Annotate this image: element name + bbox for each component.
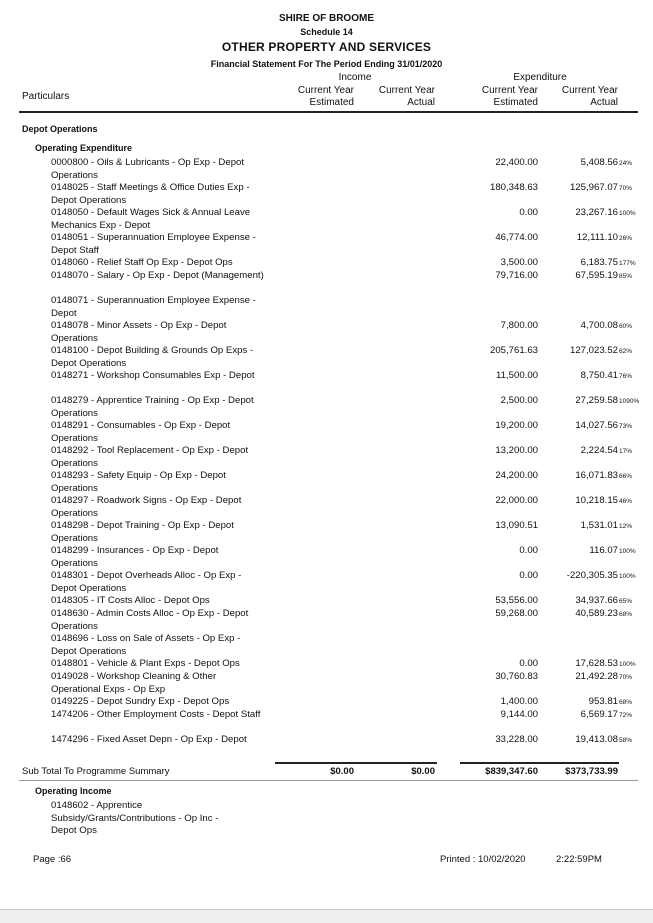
row-actual: 10,218.15 bbox=[575, 495, 618, 506]
row-actual: 67,595.19 bbox=[575, 270, 618, 281]
schedule-label: Schedule 14 bbox=[300, 27, 353, 37]
table-row bbox=[0, 570, 653, 596]
table-row bbox=[0, 232, 653, 258]
row-estimated: 7,800.00 bbox=[500, 320, 538, 331]
row-description: 0148301 - Depot Overheads Alloc - Op Exp - Depot Operations bbox=[51, 570, 242, 594]
row-actual: 16,071.83 bbox=[575, 470, 618, 481]
report-subtitle: Financial Statement For The Period Ending 31/01/2020 bbox=[210, 59, 443, 69]
row-description: 1474206 - Other Employment Costs - Depot Staff bbox=[51, 709, 261, 720]
table-row bbox=[0, 320, 653, 346]
income-group-header: Income bbox=[338, 72, 372, 83]
row-description: 0148071 - Superannuation Employee Expense - Depot bbox=[51, 295, 256, 319]
row-actual: 125,967.07 bbox=[569, 182, 618, 193]
row-percent: 177% bbox=[619, 260, 636, 267]
row-estimated: 46,774.00 bbox=[495, 232, 538, 243]
row-estimated: 53,556.00 bbox=[495, 595, 538, 606]
row-description: 0148801 - Vehicle & Plant Exps - Depot Ops bbox=[51, 658, 240, 669]
table-row bbox=[0, 270, 653, 296]
subtotal-rule bbox=[19, 780, 638, 781]
row-percent: 100% bbox=[619, 573, 636, 580]
row-description: 0148070 - Salary - Op Exp - Depot (Management) bbox=[51, 270, 264, 281]
row-actual: 40,589.23 bbox=[575, 608, 618, 619]
row-actual: 2,224.54 bbox=[580, 445, 618, 456]
table-row bbox=[0, 157, 653, 183]
table-row bbox=[0, 295, 653, 321]
expenditure-heading: Operating Expenditure bbox=[35, 143, 133, 153]
row-percent: 65% bbox=[619, 598, 633, 605]
row-description: 0148078 - Minor Assets - Op Exp - Depot Operations bbox=[51, 320, 227, 344]
row-description: 0149028 - Workshop Cleaning & Other Operational Exps - Op Exp bbox=[51, 671, 217, 695]
row-actual: 953.81 bbox=[588, 696, 618, 707]
printed-time: 2:22:59PM bbox=[556, 854, 602, 865]
row-description: 0148291 - Consumables - Op Exp - Depot Operations bbox=[51, 420, 231, 444]
table-row bbox=[0, 445, 653, 471]
row-description: 0148293 - Safety Equip - Op Exp - Depot Operations bbox=[51, 470, 226, 494]
row-actual: 27,259.58 bbox=[575, 395, 618, 406]
row-percent: 100% bbox=[619, 210, 636, 217]
row-estimated: 79,716.00 bbox=[495, 270, 538, 281]
row-description: 0148696 - Loss on Sale of Assets - Op Exp - Depot Operations bbox=[51, 633, 241, 657]
row-description: 0148271 - Workshop Consumables Exp - Depot bbox=[51, 370, 255, 381]
row-description: 0148025 - Staff Meetings & Office Duties Exp - Depot Operations bbox=[51, 182, 250, 206]
row-actual: 21,492.28 bbox=[575, 671, 618, 682]
row-actual: 17,628.53 bbox=[575, 658, 618, 669]
income-heading: Operating Income bbox=[35, 786, 112, 796]
row-estimated: 24,200.00 bbox=[495, 470, 538, 481]
org-name: SHIRE OF BROOME bbox=[278, 13, 374, 24]
row-description: 0148630 - Admin Costs Alloc - Op Exp - Depot Operations bbox=[51, 608, 249, 632]
row-estimated: 19,200.00 bbox=[495, 420, 538, 431]
row-actual: 6,183.75 bbox=[580, 257, 618, 268]
row-percent: 24% bbox=[619, 160, 633, 167]
row-estimated: 11,500.00 bbox=[496, 370, 538, 381]
row-description: 0148279 - Apprentice Training - Op Exp - Depot Operations bbox=[51, 395, 254, 419]
row-description: 0148298 - Depot Training - Op Exp - Depot Operations bbox=[51, 520, 234, 544]
row-percent: 1090% bbox=[619, 398, 640, 405]
expenditure-subtotal-rule bbox=[460, 762, 619, 764]
row-description: 0148299 - Insurances - Op Exp - Depot Operations bbox=[51, 545, 219, 569]
row-description: 0148050 - Default Wages Sick & Annual Leave Mechanics Exp - Depot bbox=[51, 207, 251, 231]
row-percent: 60% bbox=[619, 323, 633, 330]
table-row bbox=[0, 345, 653, 371]
row-estimated: 22,400.00 bbox=[495, 157, 538, 168]
row-description: 0148051 - Superannuation Employee Expense - Depot Staff bbox=[51, 232, 256, 256]
table-row bbox=[0, 545, 653, 571]
expenditure-actual-header: Current Year Actual bbox=[561, 85, 618, 108]
row-percent: 72% bbox=[619, 712, 633, 719]
row-percent: 85% bbox=[619, 273, 633, 280]
row-percent: 70% bbox=[619, 674, 633, 681]
table-row bbox=[0, 420, 653, 446]
table-row bbox=[0, 734, 653, 760]
row-actual: 34,937.66 bbox=[575, 595, 618, 606]
row-estimated: 0.00 bbox=[519, 207, 538, 218]
row-actual: 12,111.10 bbox=[576, 232, 618, 243]
header-rule bbox=[19, 111, 638, 113]
income-estimated-header: Current Year Estimated bbox=[297, 85, 354, 108]
row-actual: 23,267.16 bbox=[575, 207, 618, 218]
expenditure-estimated-header: Current Year Estimated bbox=[481, 85, 538, 108]
row-percent: 73% bbox=[619, 423, 633, 430]
table-row bbox=[0, 182, 653, 208]
row-description: 0148292 - Tool Replacement - Op Exp - Depot Operations bbox=[51, 445, 249, 469]
row-actual: 14,027.56 bbox=[575, 420, 618, 431]
row-estimated: 205,761.63 bbox=[489, 345, 538, 356]
row-actual: 8,750.41 bbox=[580, 370, 618, 381]
row-description: 0148060 - Relief Staff Op Exp - Depot Ops bbox=[51, 257, 233, 268]
row-estimated: 0.00 bbox=[519, 658, 538, 669]
row-actual: 116.07 bbox=[589, 545, 618, 556]
row-percent: 58% bbox=[619, 737, 633, 744]
row-actual: 5,408.56 bbox=[580, 157, 618, 168]
row-estimated: 33,228.00 bbox=[495, 734, 538, 745]
table-row bbox=[0, 671, 653, 697]
income-actual-header: Current Year Actual bbox=[378, 85, 435, 108]
viewer-bottom-bar bbox=[0, 909, 653, 923]
expenditure-group-header: Expenditure bbox=[513, 72, 567, 83]
table-row bbox=[0, 495, 653, 521]
subtotal-income-estimated: $0.00 bbox=[330, 766, 354, 777]
subtotal-expenditure-estimated: $839,347.60 bbox=[485, 766, 538, 777]
row-description: 0148297 - Roadwork Signs - Op Exp - Depot Operations bbox=[51, 495, 242, 519]
row-description: 0148305 - IT Costs Alloc - Depot Ops bbox=[51, 595, 210, 606]
section-title: Depot Operations bbox=[22, 124, 98, 134]
row-description: 1474296 - Fixed Asset Depn - Op Exp - Depot bbox=[51, 734, 247, 745]
row-estimated: 13,090.51 bbox=[495, 520, 538, 531]
table-row bbox=[0, 470, 653, 496]
income-row: 0148602 - Apprentice Subsidy/Grants/Contributions - Op Inc - Depot Ops bbox=[51, 800, 219, 836]
row-estimated: 0.00 bbox=[519, 570, 538, 581]
table-row bbox=[0, 370, 653, 396]
row-actual: 127,023.52 bbox=[569, 345, 618, 356]
table-row bbox=[0, 207, 653, 233]
row-description: 0149225 - Depot Sundry Exp - Depot Ops bbox=[51, 696, 230, 707]
row-percent: 68% bbox=[619, 699, 633, 706]
row-estimated: 2,500.00 bbox=[500, 395, 538, 406]
row-description: 0148100 - Depot Building & Grounds Op Exps - Depot Operations bbox=[51, 345, 254, 369]
table-row bbox=[0, 709, 653, 735]
table-row bbox=[0, 608, 653, 634]
row-percent: 100% bbox=[619, 548, 636, 555]
subtotal-income-actual: $0.00 bbox=[411, 766, 435, 777]
row-estimated: 0.00 bbox=[519, 545, 538, 556]
table-row bbox=[0, 520, 653, 546]
row-actual: 1,531.01 bbox=[580, 520, 618, 531]
row-estimated: 30,760.83 bbox=[495, 671, 538, 682]
row-percent: 66% bbox=[619, 473, 633, 480]
row-percent: 68% bbox=[619, 611, 633, 618]
income-subtotal-rule bbox=[275, 762, 437, 764]
row-estimated: 13,200.00 bbox=[495, 445, 538, 456]
row-description: 0000800 - Oils & Lubricants - Op Exp - Depot Operations bbox=[51, 157, 245, 181]
row-estimated: 59,268.00 bbox=[495, 608, 538, 619]
row-percent: 70% bbox=[619, 185, 633, 192]
row-percent: 46% bbox=[619, 498, 633, 505]
row-actual: 4,700.08 bbox=[580, 320, 618, 331]
particulars-header: Particulars bbox=[22, 91, 70, 102]
row-actual: 6,569.17 bbox=[580, 709, 618, 720]
row-percent: 62% bbox=[619, 348, 633, 355]
row-percent: 100% bbox=[619, 661, 636, 668]
table-row bbox=[0, 633, 653, 659]
page-number: Page :66 bbox=[33, 854, 72, 865]
row-estimated: 1,400.00 bbox=[500, 696, 538, 707]
row-estimated: 9,144.00 bbox=[500, 709, 538, 720]
report-title: OTHER PROPERTY AND SERVICES bbox=[221, 40, 432, 54]
row-actual: 19,413.08 bbox=[575, 734, 618, 745]
subtotal-label: Sub Total To Programme Summary bbox=[22, 766, 170, 777]
row-actual: -220,305.35 bbox=[566, 570, 618, 581]
row-estimated: 3,500.00 bbox=[500, 257, 538, 268]
row-percent: 26% bbox=[619, 235, 633, 242]
row-percent: 76% bbox=[619, 373, 633, 380]
row-estimated: 22,000.00 bbox=[495, 495, 538, 506]
table-row bbox=[0, 395, 653, 421]
row-percent: 17% bbox=[619, 448, 633, 455]
row-estimated: 180,348.63 bbox=[489, 182, 538, 193]
printed-date: Printed : 10/02/2020 bbox=[440, 854, 526, 865]
row-percent: 12% bbox=[619, 523, 633, 530]
subtotal-expenditure-actual: $373,733.99 bbox=[565, 766, 618, 777]
